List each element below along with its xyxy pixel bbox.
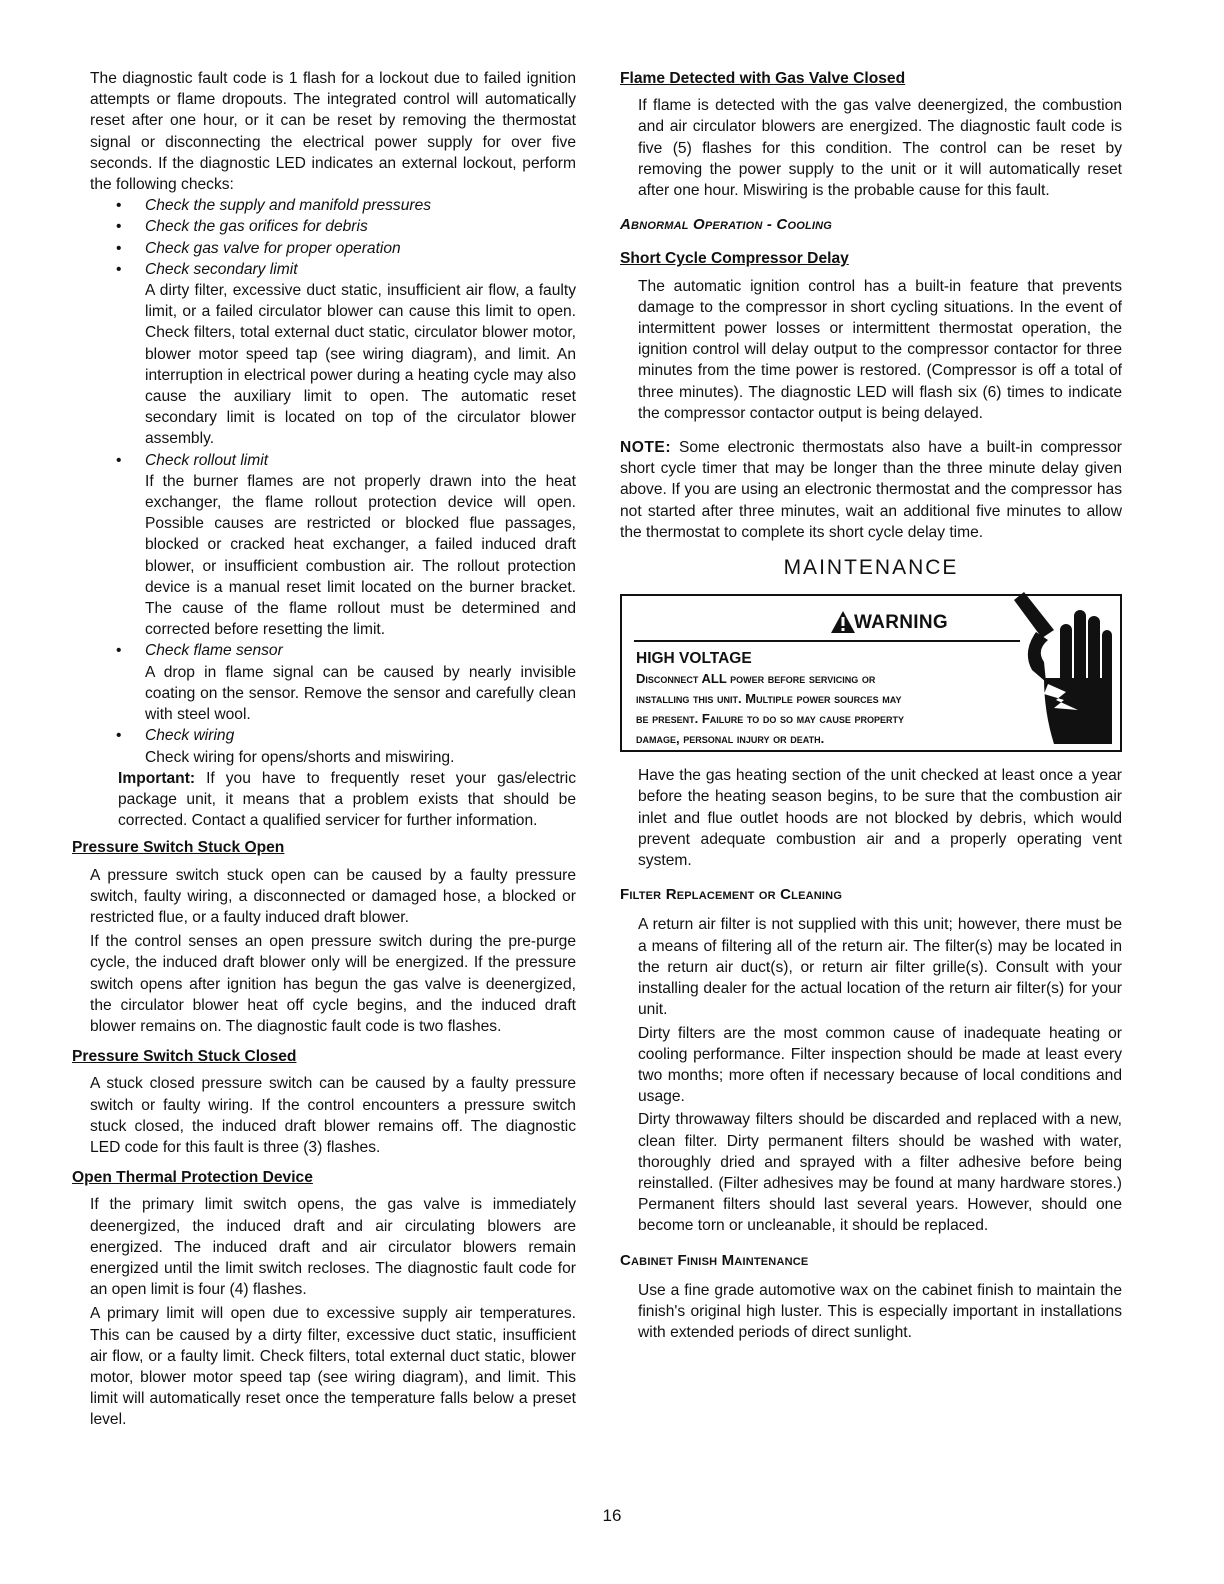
flame-detected-p1: If flame is detected with the gas valve deenergized, the combustion and air circulator blowers are energized. The diagnostic fault code is five (5) flashes for this condition. The control can be reset by removing the power supply to the unit or it will automatically reset after one hour. Miswiring is the probable cause for this fault. [638,97,1122,200]
left-column [72,68,576,1431]
open-thermal-p1: If the primary limit switch opens, the gas valve is immediately deenergized, the induced draft and air circulating blowers are energized. The induced draft and air circulator blowers remain energized until the limit switch recloses. The diagnostic fault code for an open limit is four (4) flashes. [90,1196,576,1299]
checklist-item: • Check wiring [90,725,576,746]
important-note [90,768,576,832]
pressure-switch-open-p2: If the control senses an open pressure switch during the pre-purge cycle, the induced draft blower only will be energized. If the pressure switch opens after ignition has begun the gas valve is deenergized, the circulator blower heat off cycle begins, and the induced draft blower remains on. The diagnostic fault code is two flashes. [90,933,576,1035]
checklist-item-description: Check wiring for opens/shorts and miswiring. [145,748,455,766]
pressure-switch-open-p1: A pressure switch stuck open can be caused by a faulty pressure switch, faulty wiring, a disconnected or damaged hose, a blocked or restricted flue, or a faulty induced draft blower. [90,866,576,926]
short-cycle-p1: The automatic ignition control has a built-in feature that prevents damage to the compressor in short cycling situations. In the event of intermittent power losses or intermittent thermostat operation, the ignition control will delay output to the compressor contactor for three minutes from the time power is restored. (Compressor is off a total of three minutes). The diagnostic LED will flash six (6) times to indicate the compressor contactor output is being delayed. [638,277,1122,422]
filter-p2: Dirty filters are the most common cause of inadequate heating or cooling performance. Filter inspection should be made at least every two months; more often if necessary because of local conditions and usage. [638,1024,1122,1106]
lockout-checklist [90,195,576,767]
electric-shock-hand-icon [1014,592,1114,744]
filter-p1: A return air filter is not supplied with this unit; however, there must be a means of filtering all of the return air. The filter(s) may be located in the return air duct(s), or return air filter grille(s). Consult with your installing dealer for the actual location of the return air filter(s) for your unit. [638,916,1122,1019]
warning-heading: WARNING [854,612,948,634]
checklist-item: • Check the supply and manifold pressures [90,195,576,216]
high-voltage-warning-box [620,594,1122,752]
warning-line: Disconnect ALL power before servicing or [636,671,876,687]
section-heading-pressure-switch-closed: Pressure Switch Stuck Closed [72,1048,297,1066]
warning-subheading: HIGH VOLTAGE [636,650,752,668]
warning-line: installing this unit. Multiple power sources may [636,691,902,707]
section-heading-short-cycle-delay: Short Cycle Compressor Delay [620,250,849,268]
pressure-switch-closed-p1: A stuck closed pressure switch can be caused by a faulty pressure switch or faulty wiring. If the control encounters a pressure switch stuck closed, the induced draft blower remains off. The diagnostic LED code for this fault is three (3) flashes. [90,1075,576,1156]
checklist-item: • Check flame sensor [90,640,576,661]
section-heading-cabinet: Cabinet Finish Maintenance [620,1251,809,1269]
cabinet-p1: Use a fine grade automotive wax on the cabinet finish to maintain the finish's original high luster. This is especially important in installations with extended periods of direct sunlight. [638,1281,1122,1342]
checklist-item-description: A drop in flame signal can be caused by nearly invisible coating on the sensor. Remove the sensor and carefully clean with steel wool. [145,663,576,724]
note-paragraph [620,437,1122,543]
section-heading-pressure-switch-open: Pressure Switch Stuck Open [72,839,285,857]
maintenance-p1: Have the gas heating section of the unit checked at least once a year before the heating season begins, to be sure that the combustion air inlet and flue outlet hoods are not blocked by debris, which would prevent adequate combustion air and a properly operating vent system. [638,767,1122,870]
filter-p3: Dirty throwaway filters should be discarded and replaced with a new, clean filter. Dirty permanent filters should be washed with water, thoroughly dried and sprayed with a filter adhesive before being reinstalled. (Filter adhesives may be found at many hardware stores.) Permanent filters should last several years. However, should one become torn or uncleanable, it should be replaced. [638,1111,1122,1235]
note-label: NOTE: [620,439,672,457]
checklist-item: • Check the gas orifices for debris [90,216,576,237]
section-heading-flame-detected: Flame Detected with Gas Valve Closed [620,70,906,87]
right-column [620,68,1122,1343]
checklist-item-description: A dirty filter, excessive duct static, insufficient air flow, a faulty limit, or a failed circulator blower can cause this limit to open. Check filters, total external duct static, circulator blower motor, blower motor speed tap (see wiring diagram), and limit. An interruption in electrical power during a heating cycle may also cause the auxiliary limit to open. The automatic reset secondary limit is located on top of the circulator blower assembly. [145,282,576,448]
maintenance-title: MAINTENANCE [783,556,959,580]
open-thermal-p2: A primary limit will open due to excessive supply air temperatures. This can be caused by a dirty filter, excessive duct static, insufficient air flow, or a faulty limit. Check filters, total external duct static, blower motor, blower motor speed tap (see wiring diagram), and limit. This limit will automatically reset once the temperature falls below a preset level. [90,1305,576,1429]
warning-body [636,649,1036,749]
checklist-item: • Check rollout limit [90,450,576,471]
checklist-item: • Check secondary limit [90,259,576,280]
warning-line: be present. Failure to do so may cause property [636,711,904,727]
intro-paragraph: The diagnostic fault code is 1 flash for a lockout due to failed ignition attempts or flame dropouts. The integrated control will automatically reset after one hour, or it can be reset by removing the thermostat signal or disconnecting the electrical power supply for over five seconds. If the diagnostic LED indicates an external lockout, perform the following checks: [90,70,576,194]
important-label: Important: [118,769,196,787]
important-text: If you have to frequently reset your gas/electric package unit, it means that a problem exists that should be corrected. Contact a qualified servicer for further information. [118,769,576,830]
warning-line: damage, personal injury or death. [636,731,825,747]
note-text: Some electronic thermostats also have a built-in compressor short cycle timer that may be longer than the three minute delay given above. If you are using an electronic thermostat and the compressor has not started after three minutes, wait an additional five minutes to allow the thermostat to complete its short cycle delay time. [620,439,1122,541]
checklist-item-description: If the burner flames are not properly drawn into the heat exchanger, the flame rollout protection device will open. Possible causes are restricted or blocked flue passages, blocked or cracked heat exchanger, a failed induced draft blower, or insufficient combustion air. The rollout protection device is a manual reset limit located on the burner bracket. The cause of the flame rollout must be determined and corrected before resetting the limit. [145,472,576,639]
section-heading-filter: Filter Replacement or Cleaning [620,886,843,904]
page-number: 16 [602,1506,622,1525]
checklist-item: • Check gas valve for proper operation [90,238,576,259]
section-heading-abnormal-cooling: Abnormal Operation - Cooling [620,216,833,234]
warning-triangle-icon [830,610,856,634]
section-heading-open-thermal-protection: Open Thermal Protection Device [72,1169,313,1187]
